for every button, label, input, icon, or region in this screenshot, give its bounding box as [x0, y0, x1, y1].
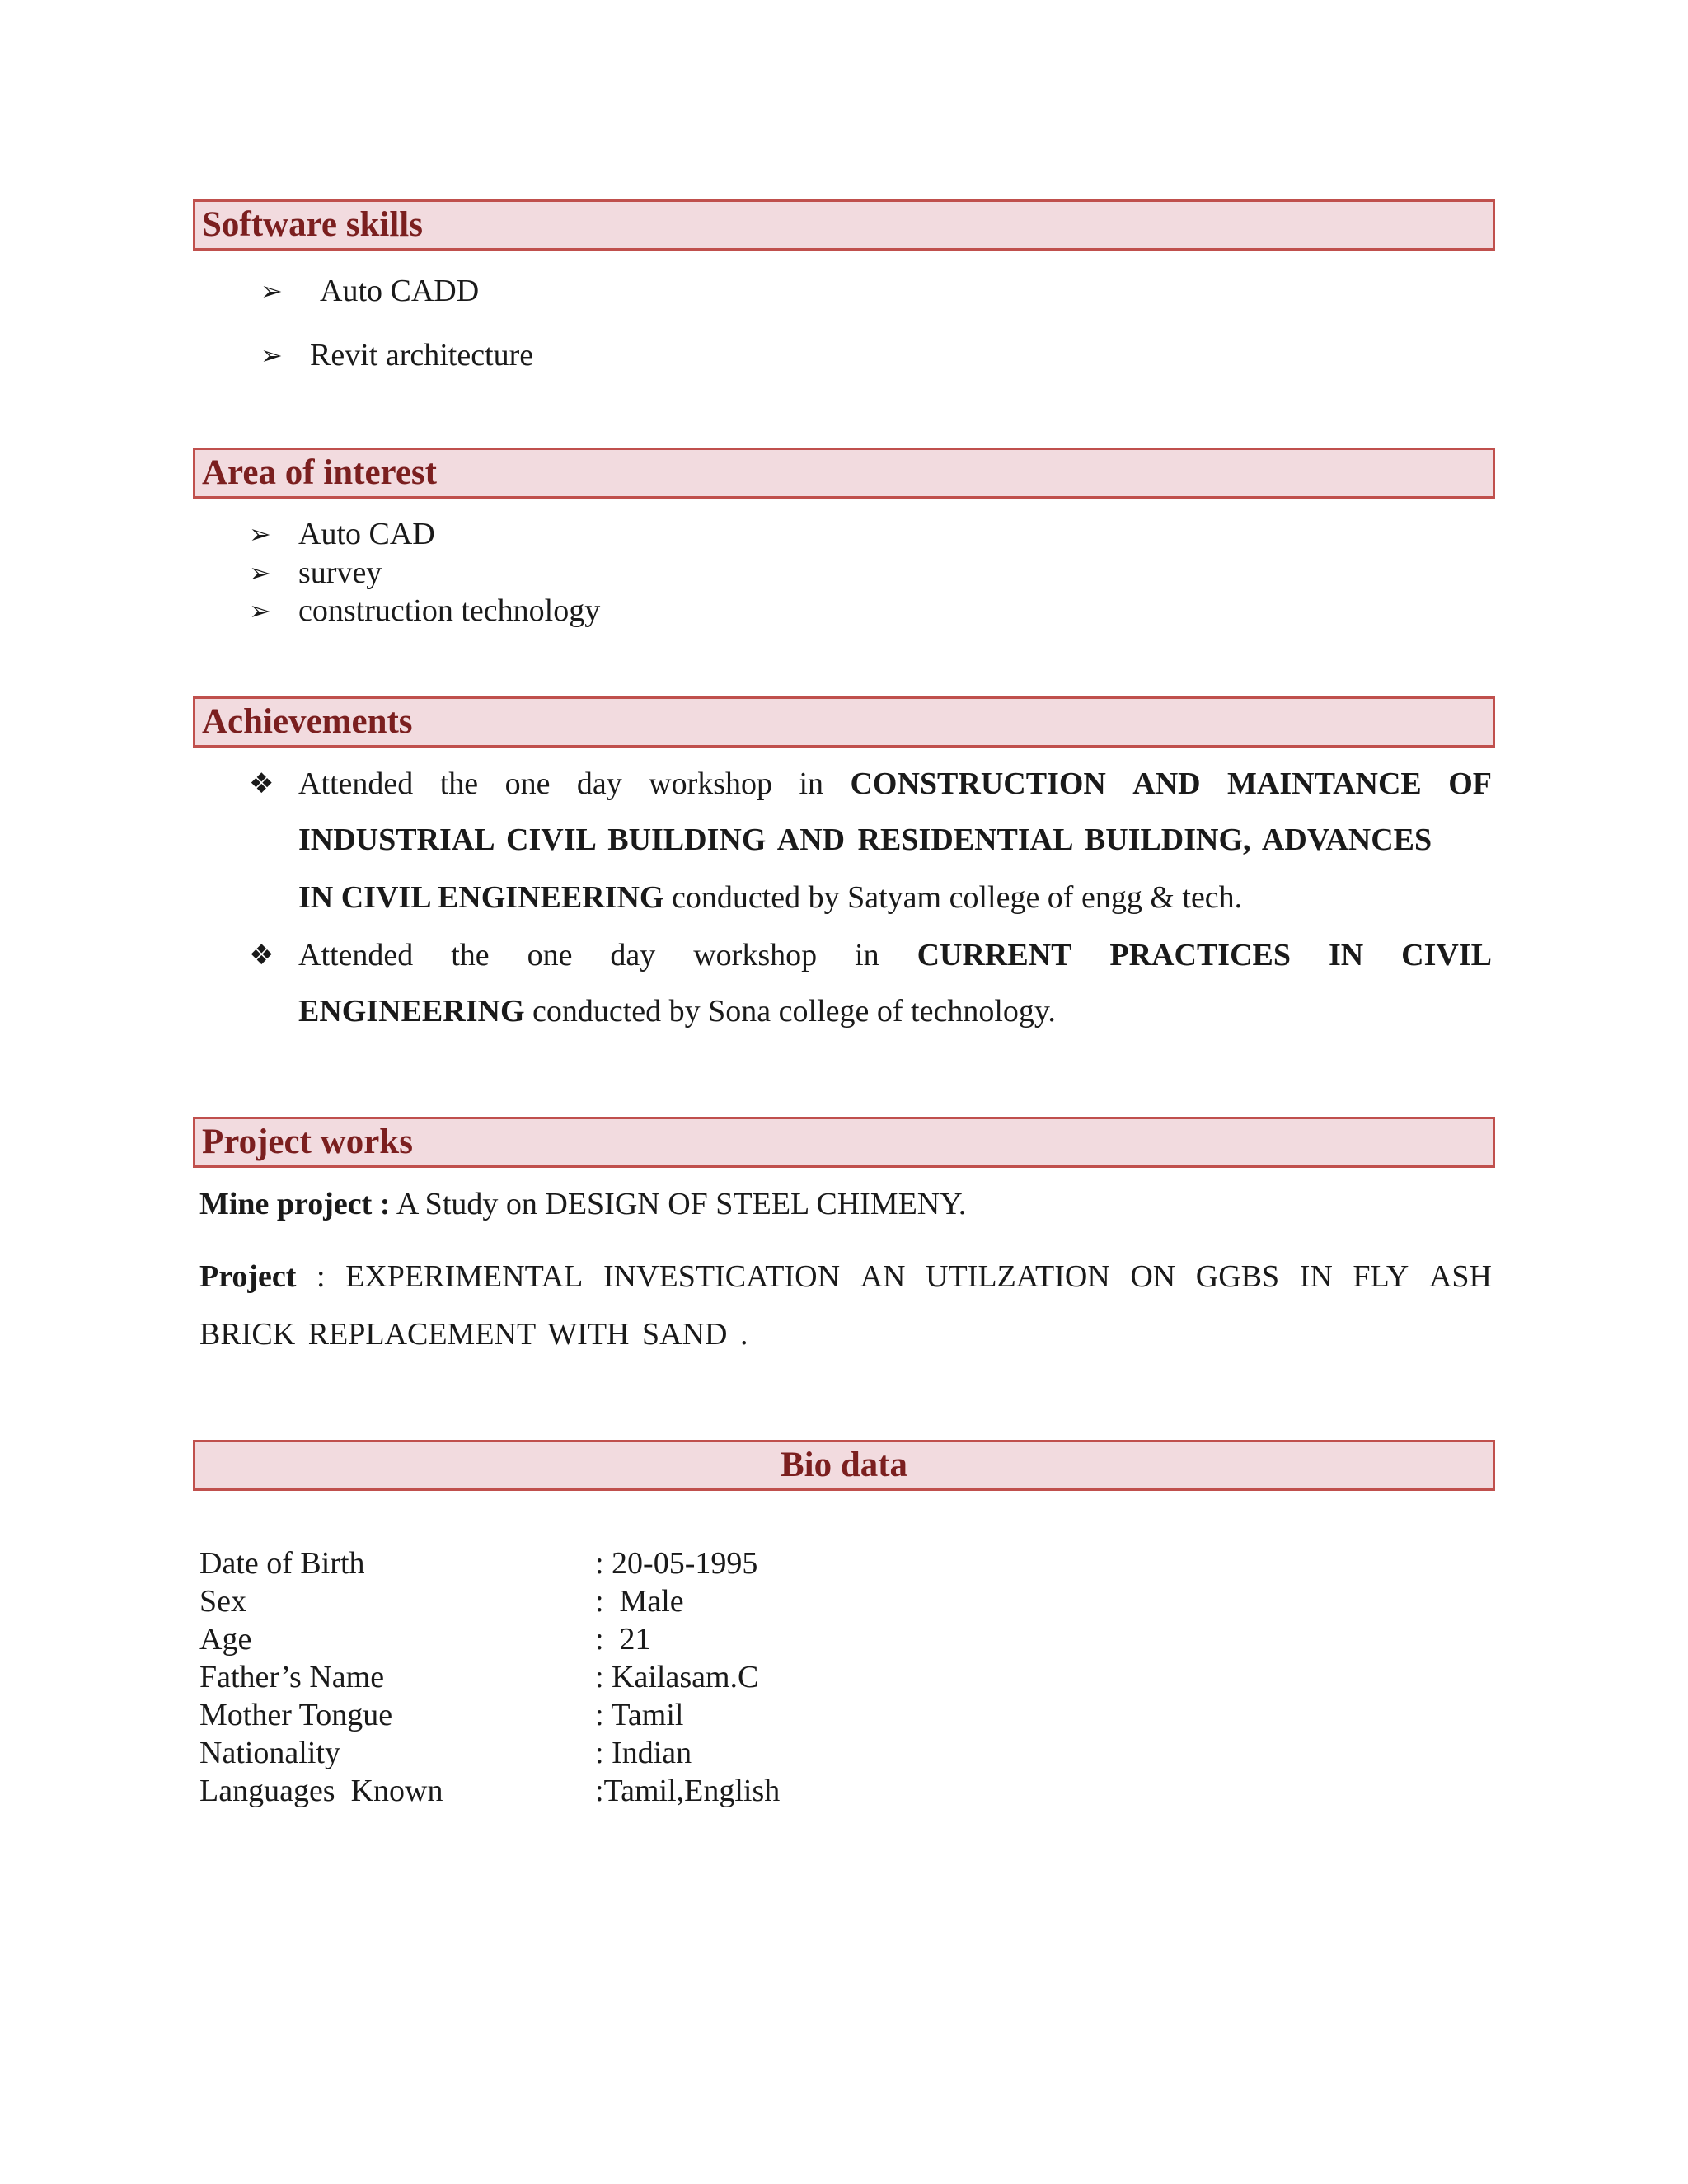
software-skills-heading: Software skills: [193, 199, 1495, 251]
achievement-2-line-1: [298, 936, 1492, 974]
word: UTILZATION: [926, 1259, 1110, 1294]
mine-project-text: A Study on DESIGN OF STEEL CHIMENY.: [390, 1187, 967, 1221]
word: OF: [1448, 766, 1492, 801]
project-works-heading: Project works: [193, 1117, 1495, 1168]
word: CIVIL: [1401, 938, 1492, 972]
bio-label: Nationality: [199, 1736, 340, 1770]
bio-label: Mother Tongue: [199, 1698, 393, 1732]
arrow-bullet-icon: ➢: [249, 595, 271, 626]
word: in: [799, 766, 824, 801]
interest-item: survey: [298, 555, 382, 590]
word: IN: [1328, 938, 1364, 972]
bold-text: ENGINEERING: [298, 994, 525, 1029]
achievement-1-line-2: INDUSTRIAL CIVIL BUILDING AND RESIDENTIAL BUILDING, ADVANCES: [298, 823, 1432, 857]
word: ASH: [1428, 1259, 1492, 1294]
word: ON: [1130, 1259, 1176, 1294]
arrow-bullet-icon: ➢: [249, 518, 271, 550]
software-skill-item: Auto CADD: [320, 274, 480, 308]
diamond-bullet-icon: ❖: [249, 767, 274, 800]
word: :: [316, 1259, 326, 1294]
bio-value: : Kailasam.C: [595, 1660, 759, 1694]
bio-value: :Tamil,English: [595, 1774, 781, 1808]
interest-item: Auto CAD: [298, 517, 435, 551]
project-label: Project: [199, 1259, 297, 1294]
achievement-1-line-1: [298, 765, 1492, 803]
bio-label: Languages Known: [199, 1774, 443, 1808]
bio-value: : 20-05-1995: [595, 1546, 758, 1581]
area-of-interest-heading: Area of interest: [193, 448, 1495, 499]
bio-label: Date of Birth: [199, 1546, 365, 1581]
word: day: [610, 938, 656, 972]
word: day: [576, 766, 622, 801]
word: the: [451, 938, 490, 972]
bio-value: : Male: [595, 1584, 684, 1619]
word: in: [855, 938, 879, 972]
word: one: [504, 766, 551, 801]
word: EXPERIMENTAL: [345, 1259, 584, 1294]
word: CONSTRUCTION: [850, 766, 1106, 801]
word: one: [527, 938, 573, 972]
word: IN: [1299, 1259, 1333, 1294]
word: FLY: [1353, 1259, 1409, 1294]
mine-project-label: Mine project :: [199, 1187, 391, 1221]
word: Attended: [298, 938, 414, 972]
project-line-1: [199, 1258, 1492, 1296]
word: MAINTANCE: [1227, 766, 1422, 801]
bold-text: IN CIVIL ENGINEERING: [298, 880, 664, 915]
word: workshop: [693, 938, 818, 972]
mine-project-line: [199, 1185, 1492, 1223]
diamond-bullet-icon: ❖: [249, 939, 274, 972]
arrow-bullet-icon: ➢: [260, 275, 283, 307]
word: CURRENT: [917, 938, 1072, 972]
word: workshop: [649, 766, 773, 801]
bio-value: : Indian: [595, 1736, 692, 1770]
achievement-2-line-2: [298, 992, 1492, 1030]
bio-label: Age: [199, 1622, 252, 1657]
word: AND: [1132, 766, 1201, 801]
word: the: [439, 766, 479, 801]
achievement-1-line-3: [298, 879, 1492, 916]
bio-label: Sex: [199, 1584, 246, 1619]
arrow-bullet-icon: ➢: [249, 557, 271, 588]
achievements-heading: Achievements: [193, 696, 1495, 748]
text: conducted by Sona college of technology.: [524, 994, 1056, 1029]
bio-value: : Tamil: [595, 1698, 684, 1732]
word: GGBS: [1195, 1259, 1280, 1294]
arrow-bullet-icon: ➢: [260, 340, 283, 371]
word: Attended: [298, 766, 414, 801]
software-skill-item: Revit architecture: [310, 338, 534, 373]
project-line-2: BRICK REPLACEMENT WITH SAND .: [199, 1317, 748, 1352]
word: AN: [860, 1259, 906, 1294]
bio-value: : 21: [595, 1622, 651, 1657]
text: conducted by Satyam college of engg & tech.: [663, 880, 1243, 915]
word: INVESTICATION: [603, 1259, 841, 1294]
word: PRACTICES: [1109, 938, 1292, 972]
interest-item: construction technology: [298, 593, 601, 628]
bio-label: Father’s Name: [199, 1660, 385, 1694]
bio-data-heading: Bio data: [193, 1440, 1495, 1491]
